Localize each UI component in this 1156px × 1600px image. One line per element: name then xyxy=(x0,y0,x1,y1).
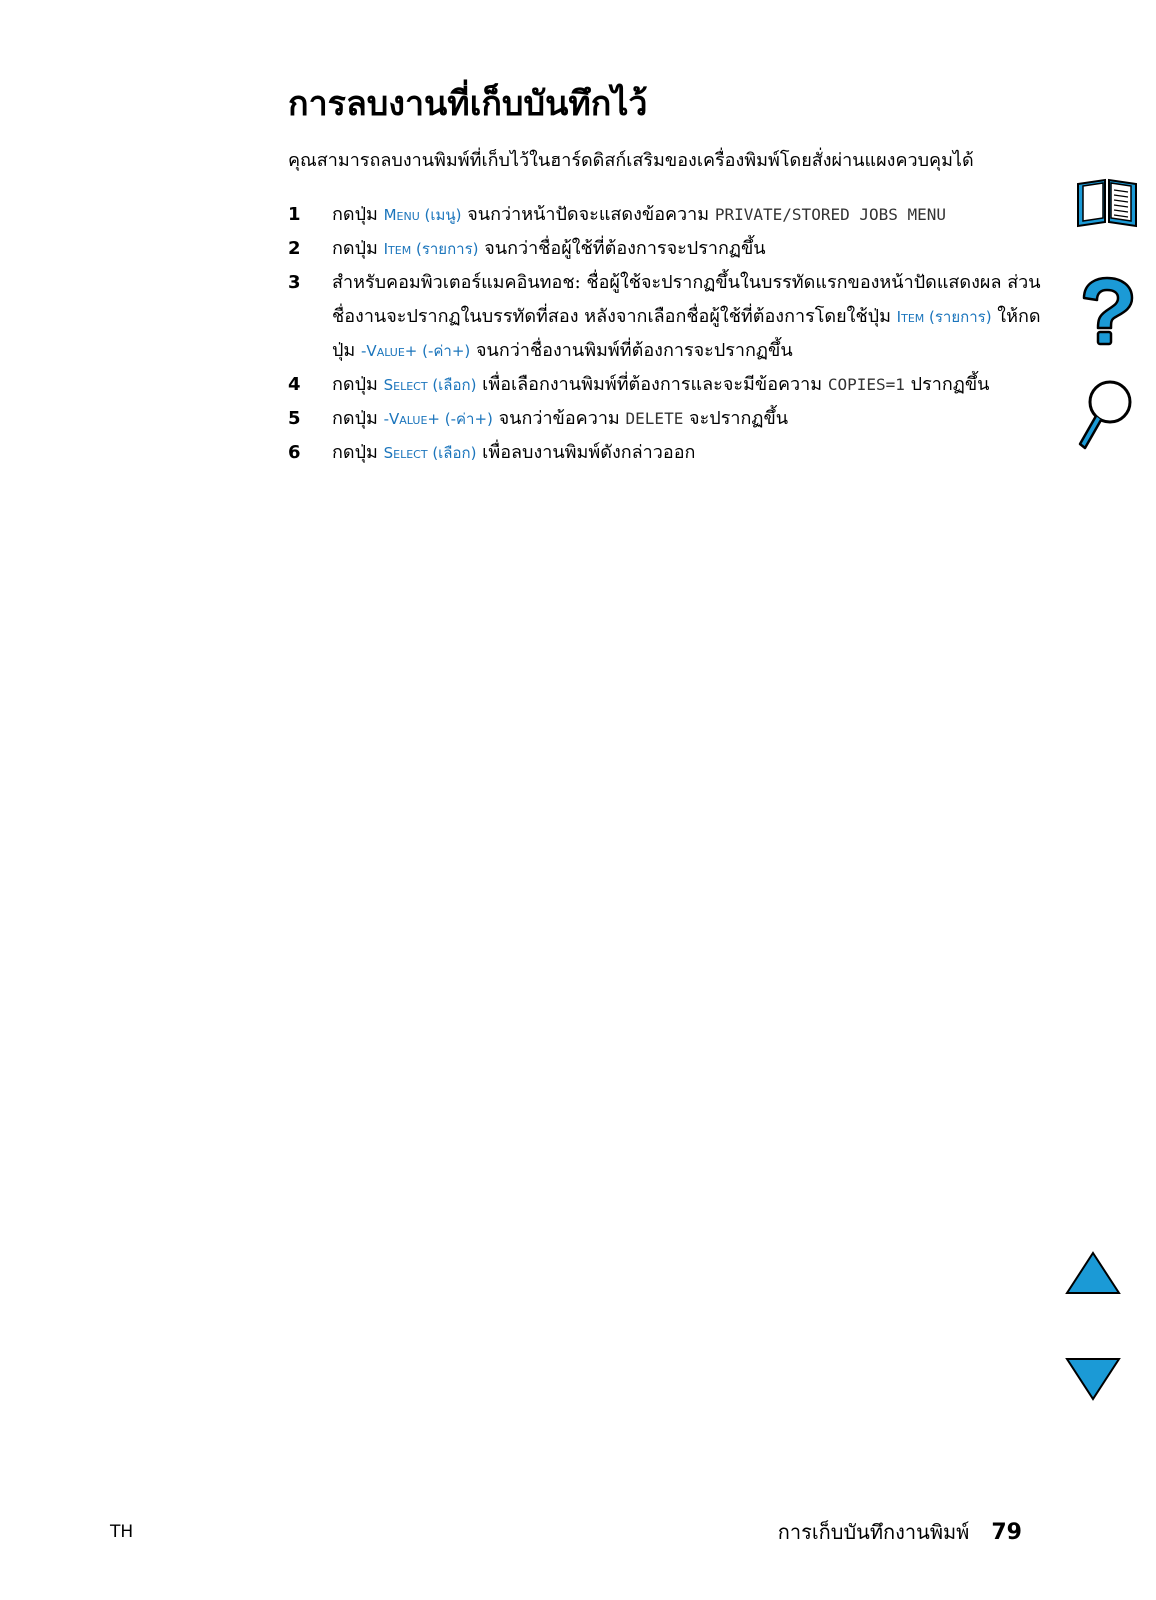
value-key: -Value+ (-ค่า+) xyxy=(383,410,493,428)
step-text: สำหรับคอมพิวเตอร์แมคอินทอช: ชื่อผู้ใช้จะปรากฏขึ้นในบรรทัดแรกของหน้าปัดแสดงผล ส่วนชื่องานจะปรากฏในบรรทัดที่สอง หลังจากเลือกชื่อผู้ใช้ที่ต้องการโดยใช้ปุ่ม xyxy=(332,272,1041,327)
triangle-up-icon[interactable] xyxy=(1064,1250,1122,1296)
book-icon[interactable] xyxy=(1074,176,1140,228)
step-3 xyxy=(288,266,1048,368)
footer-language: TH xyxy=(110,1522,134,1542)
step-4 xyxy=(288,368,1048,402)
page-number: 79 xyxy=(991,1520,1022,1545)
step-text: เพื่อลบงานพิมพ์ดังกล่าวออก xyxy=(476,442,696,463)
step-text: กดปุ่ม xyxy=(332,374,384,395)
step-text: จนกว่าหน้าปัดจะแสดงข้อความ xyxy=(461,204,715,225)
step-text: ปรากฏขึ้น xyxy=(904,374,990,395)
question-mark-icon[interactable] xyxy=(1076,276,1138,348)
step-text: กดปุ่ม xyxy=(332,238,384,259)
step-list xyxy=(288,198,1048,470)
step-text: จนกว่าข้อความ xyxy=(492,408,626,429)
triangle-down-icon[interactable] xyxy=(1064,1356,1122,1402)
display-message: COPIES=1 xyxy=(827,375,905,394)
item-key: Item (รายการ) xyxy=(896,308,992,326)
step-number: 4 xyxy=(288,374,301,395)
magnifier-icon[interactable] xyxy=(1074,378,1136,452)
intro-paragraph: คุณสามารถลบงานพิมพ์ที่เก็บไว้ในฮาร์ดดิสก์เสริมของเครื่องพิมพ์โดยสั่งผ่านแผงควบคุมได้ xyxy=(288,150,974,171)
step-text: จนกว่าชื่อผู้ใช้ที่ต้องการจะปรากฏขึ้น xyxy=(478,238,766,259)
value-key: -Value+ (-ค่า+) xyxy=(361,342,471,360)
step-5 xyxy=(288,402,1048,436)
step-text: เพื่อเลือกงานพิมพ์ที่ต้องการและจะมีข้อความ xyxy=(476,374,828,395)
item-key: Item (รายการ) xyxy=(383,240,479,258)
step-text: กดปุ่ม xyxy=(332,408,384,429)
step-number: 5 xyxy=(288,408,301,429)
step-text: ให้กดปุ่ม xyxy=(332,306,1041,361)
footer xyxy=(778,1516,1022,1548)
menu-key: Menu (เมนู) xyxy=(383,206,462,224)
step-2 xyxy=(288,232,1048,266)
step-text: จะปรากฏขึ้น xyxy=(683,408,789,429)
step-text: กดปุ่ม xyxy=(332,204,384,225)
step-text: กดปุ่ม xyxy=(332,442,384,463)
step-1 xyxy=(288,198,1048,232)
display-message: PRIVATE/STORED JOBS MENU xyxy=(714,205,947,224)
step-number: 1 xyxy=(288,204,301,225)
select-key: Select (เลือก) xyxy=(383,376,477,394)
step-text: จนกว่าชื่องานพิมพ์ที่ต้องการจะปรากฏขึ้น xyxy=(470,340,793,361)
page-title: การลบงานที่เก็บบันทึกไว้ xyxy=(288,84,648,124)
display-message: DELETE xyxy=(625,409,684,428)
footer-section-title: การเก็บบันทึกงานพิมพ์ xyxy=(777,1520,970,1544)
step-number: 6 xyxy=(288,442,301,463)
step-number: 2 xyxy=(288,238,301,259)
step-6 xyxy=(288,436,1048,470)
step-number: 3 xyxy=(288,272,301,293)
select-key: Select (เลือก) xyxy=(383,444,477,462)
